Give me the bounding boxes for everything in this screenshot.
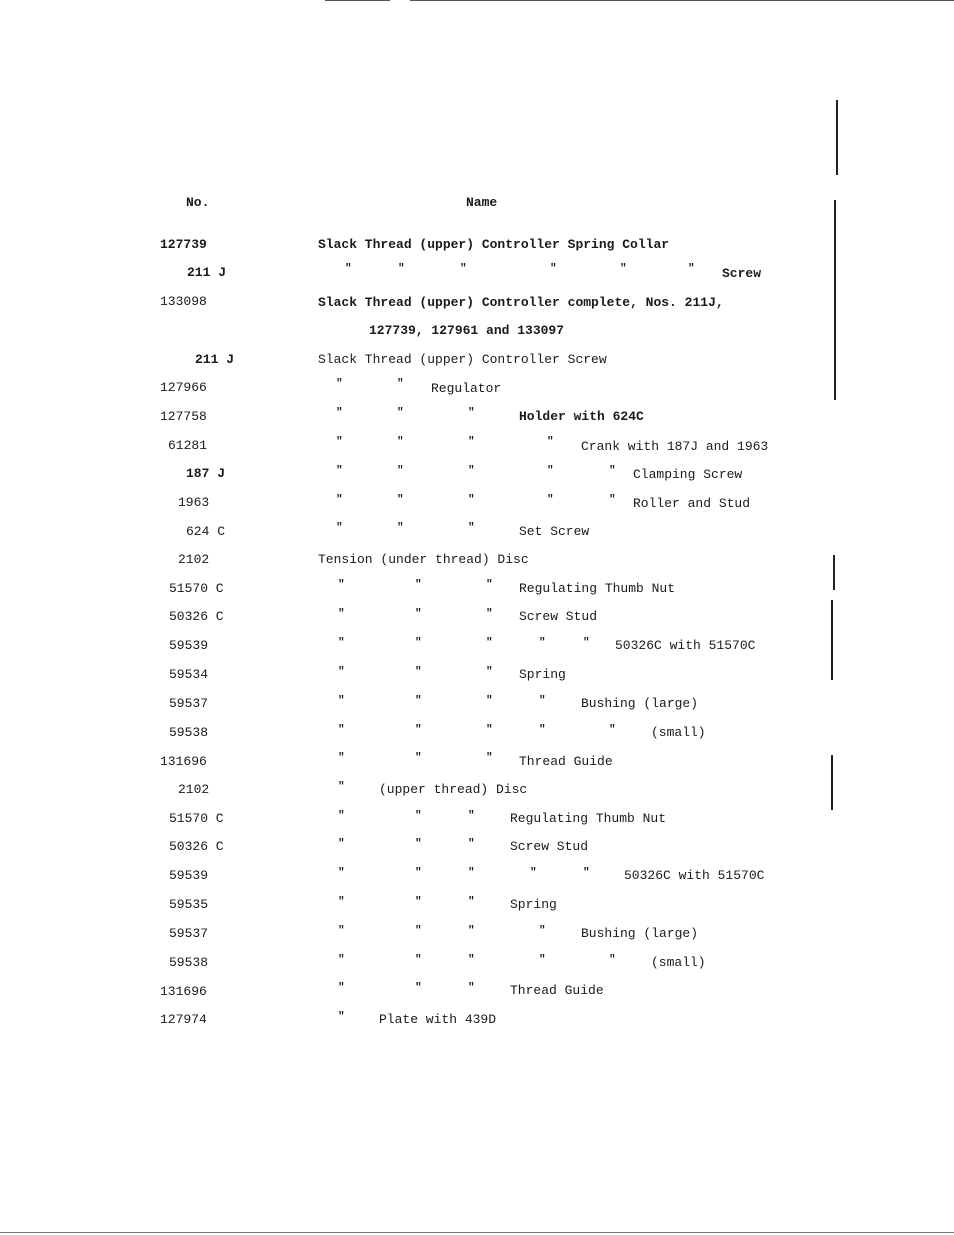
ditto-mark: " — [609, 724, 616, 736]
part-name: Clamping Screw — [633, 467, 743, 482]
ditto-mark: " — [468, 810, 475, 822]
ditto-mark: " — [539, 695, 546, 707]
ditto-mark: " — [338, 666, 345, 678]
ditto-mark: " — [415, 666, 422, 678]
ditto-mark: " — [547, 436, 554, 448]
part-name: (small) — [651, 955, 706, 970]
ditto-mark: " — [338, 579, 345, 591]
part-number: 1963 — [178, 495, 210, 510]
part-number: 61281 — [168, 438, 208, 453]
ditto-mark: " — [338, 810, 345, 822]
ditto-mark: " — [539, 925, 546, 937]
part-name: (small) — [651, 725, 706, 740]
ditto-mark: " — [486, 666, 493, 678]
ditto-mark: " — [338, 838, 345, 850]
part-name: Slack Thread (upper) Controller Screw — [318, 352, 607, 367]
ditto-mark: " — [338, 695, 345, 707]
ditto-mark: " — [468, 407, 475, 419]
ditto-mark: " — [336, 436, 343, 448]
part-number: 59538 — [169, 955, 209, 970]
ditto-mark: " — [583, 637, 590, 649]
ditto-mark: " — [397, 494, 404, 506]
part-number: 50326 C — [169, 839, 224, 854]
ditto-mark: " — [338, 896, 345, 908]
part-number: 51570 C — [169, 811, 224, 826]
ditto-mark: " — [468, 838, 475, 850]
ditto-mark: " — [397, 378, 404, 390]
column-header-name: Name — [466, 195, 498, 210]
part-number: 127758 — [160, 409, 207, 424]
ditto-mark: " — [486, 695, 493, 707]
part-number: 59539 — [169, 868, 209, 883]
ditto-mark: " — [397, 522, 404, 534]
ditto-mark: " — [415, 724, 422, 736]
ditto-mark: " — [609, 954, 616, 966]
ditto-mark: " — [609, 494, 616, 506]
part-name: Regulator — [431, 381, 502, 396]
part-name: Screw Stud — [519, 609, 598, 624]
ditto-mark: " — [397, 436, 404, 448]
part-name: Spring — [510, 897, 557, 912]
ditto-mark: " — [468, 982, 475, 994]
part-number: 59537 — [169, 926, 209, 941]
ditto-mark: " — [338, 867, 345, 879]
part-number: 187 J — [186, 466, 226, 481]
ditto-mark: " — [336, 522, 343, 534]
part-name: Roller and Stud — [633, 496, 751, 511]
scan-edge-bottom — [0, 1232, 954, 1233]
ditto-mark: " — [468, 925, 475, 937]
scan-edge-top-left — [325, 0, 390, 1]
part-name: Bushing (large) — [581, 926, 699, 941]
ditto-mark: " — [486, 724, 493, 736]
ditto-mark: " — [336, 407, 343, 419]
column-header-no: No. — [186, 195, 210, 210]
ditto-mark: " — [338, 637, 345, 649]
ditto-mark: " — [415, 695, 422, 707]
ditto-mark: " — [468, 494, 475, 506]
ditto-mark: " — [397, 407, 404, 419]
ditto-mark: " — [338, 954, 345, 966]
ditto-mark: " — [539, 637, 546, 649]
ditto-mark: " — [415, 838, 422, 850]
part-number: 2102 — [178, 782, 210, 797]
ditto-mark: " — [338, 781, 345, 793]
ditto-mark: " — [486, 608, 493, 620]
part-name: (upper thread) Disc — [379, 782, 528, 797]
ditto-mark: " — [415, 608, 422, 620]
part-number: 131696 — [160, 984, 207, 999]
part-number: 59539 — [169, 638, 209, 653]
ditto-mark: " — [338, 752, 345, 764]
scan-edge-right-2 — [834, 200, 836, 400]
ditto-mark: " — [415, 925, 422, 937]
ditto-mark: " — [688, 263, 695, 275]
ditto-mark: " — [486, 637, 493, 649]
part-number: 624 C — [186, 524, 226, 539]
ditto-mark: " — [486, 752, 493, 764]
ditto-mark: " — [468, 522, 475, 534]
ditto-mark: " — [547, 494, 554, 506]
scan-edge-right-4 — [831, 600, 833, 680]
ditto-mark: " — [338, 608, 345, 620]
ditto-mark: " — [468, 954, 475, 966]
part-name: Screw — [722, 266, 762, 281]
part-number: 50326 C — [169, 609, 224, 624]
part-number: 127974 — [160, 1012, 207, 1027]
scan-edge-top-right — [410, 0, 954, 1]
part-name: Thread Guide — [510, 983, 604, 998]
part-name: Tension (under thread) Disc — [318, 552, 529, 567]
ditto-mark: " — [547, 465, 554, 477]
scan-edge-right-3 — [833, 555, 835, 590]
scan-edge-right-1 — [836, 100, 838, 175]
ditto-mark: " — [345, 263, 352, 275]
ditto-mark: " — [415, 954, 422, 966]
part-number: 131696 — [160, 754, 207, 769]
ditto-mark: " — [486, 579, 493, 591]
ditto-mark: " — [336, 465, 343, 477]
ditto-mark: " — [583, 867, 590, 879]
part-name: Set Screw — [519, 524, 590, 539]
ditto-mark: " — [336, 378, 343, 390]
part-name: Screw Stud — [510, 839, 589, 854]
part-number: 51570 C — [169, 581, 224, 596]
ditto-mark: " — [550, 263, 557, 275]
ditto-mark: " — [415, 810, 422, 822]
part-number: 59535 — [169, 897, 209, 912]
part-name: 50326C with 51570C — [615, 638, 756, 653]
ditto-mark: " — [338, 925, 345, 937]
ditto-mark: " — [539, 724, 546, 736]
part-name: Regulating Thumb Nut — [510, 811, 667, 826]
ditto-mark: " — [609, 465, 616, 477]
ditto-mark: " — [398, 263, 405, 275]
part-number: 211 J — [187, 265, 227, 280]
part-name: Plate with 439D — [379, 1012, 497, 1027]
ditto-mark: " — [468, 465, 475, 477]
ditto-mark: " — [468, 436, 475, 448]
part-name: Slack Thread (upper) Controller complete, Nos. 211J, — [318, 295, 724, 310]
part-name: Thread Guide — [519, 754, 613, 769]
part-number: 133098 — [160, 294, 207, 309]
part-name-continued: 127739, 127961 and 133097 — [369, 323, 565, 338]
part-name: Bushing (large) — [581, 696, 699, 711]
part-name: Spring — [519, 667, 566, 682]
ditto-mark: " — [338, 982, 345, 994]
part-number: 59534 — [169, 667, 209, 682]
ditto-mark: " — [539, 954, 546, 966]
part-name: Slack Thread (upper) Controller Spring Collar — [318, 237, 670, 252]
ditto-mark: " — [415, 637, 422, 649]
ditto-mark: " — [530, 867, 537, 879]
part-number: 2102 — [178, 552, 210, 567]
ditto-mark: " — [415, 867, 422, 879]
part-number: 211 J — [195, 352, 235, 367]
part-name: Regulating Thumb Nut — [519, 581, 676, 596]
part-number: 59537 — [169, 696, 209, 711]
ditto-mark: " — [415, 752, 422, 764]
ditto-mark: " — [415, 579, 422, 591]
ditto-mark: " — [415, 982, 422, 994]
ditto-mark: " — [338, 1011, 345, 1023]
ditto-mark: " — [620, 263, 627, 275]
part-name: Crank with 187J and 1963 — [581, 439, 769, 454]
ditto-mark: " — [415, 896, 422, 908]
ditto-mark: " — [397, 465, 404, 477]
part-name: 50326C with 51570C — [624, 868, 765, 883]
scan-edge-right-5 — [831, 755, 833, 810]
ditto-mark: " — [468, 867, 475, 879]
ditto-mark: " — [338, 724, 345, 736]
part-number: 59538 — [169, 725, 209, 740]
part-number: 127739 — [160, 237, 207, 252]
ditto-mark: " — [468, 896, 475, 908]
ditto-mark: " — [460, 263, 467, 275]
part-name: Holder with 624C — [519, 409, 644, 424]
ditto-mark: " — [336, 494, 343, 506]
part-number: 127966 — [160, 380, 207, 395]
